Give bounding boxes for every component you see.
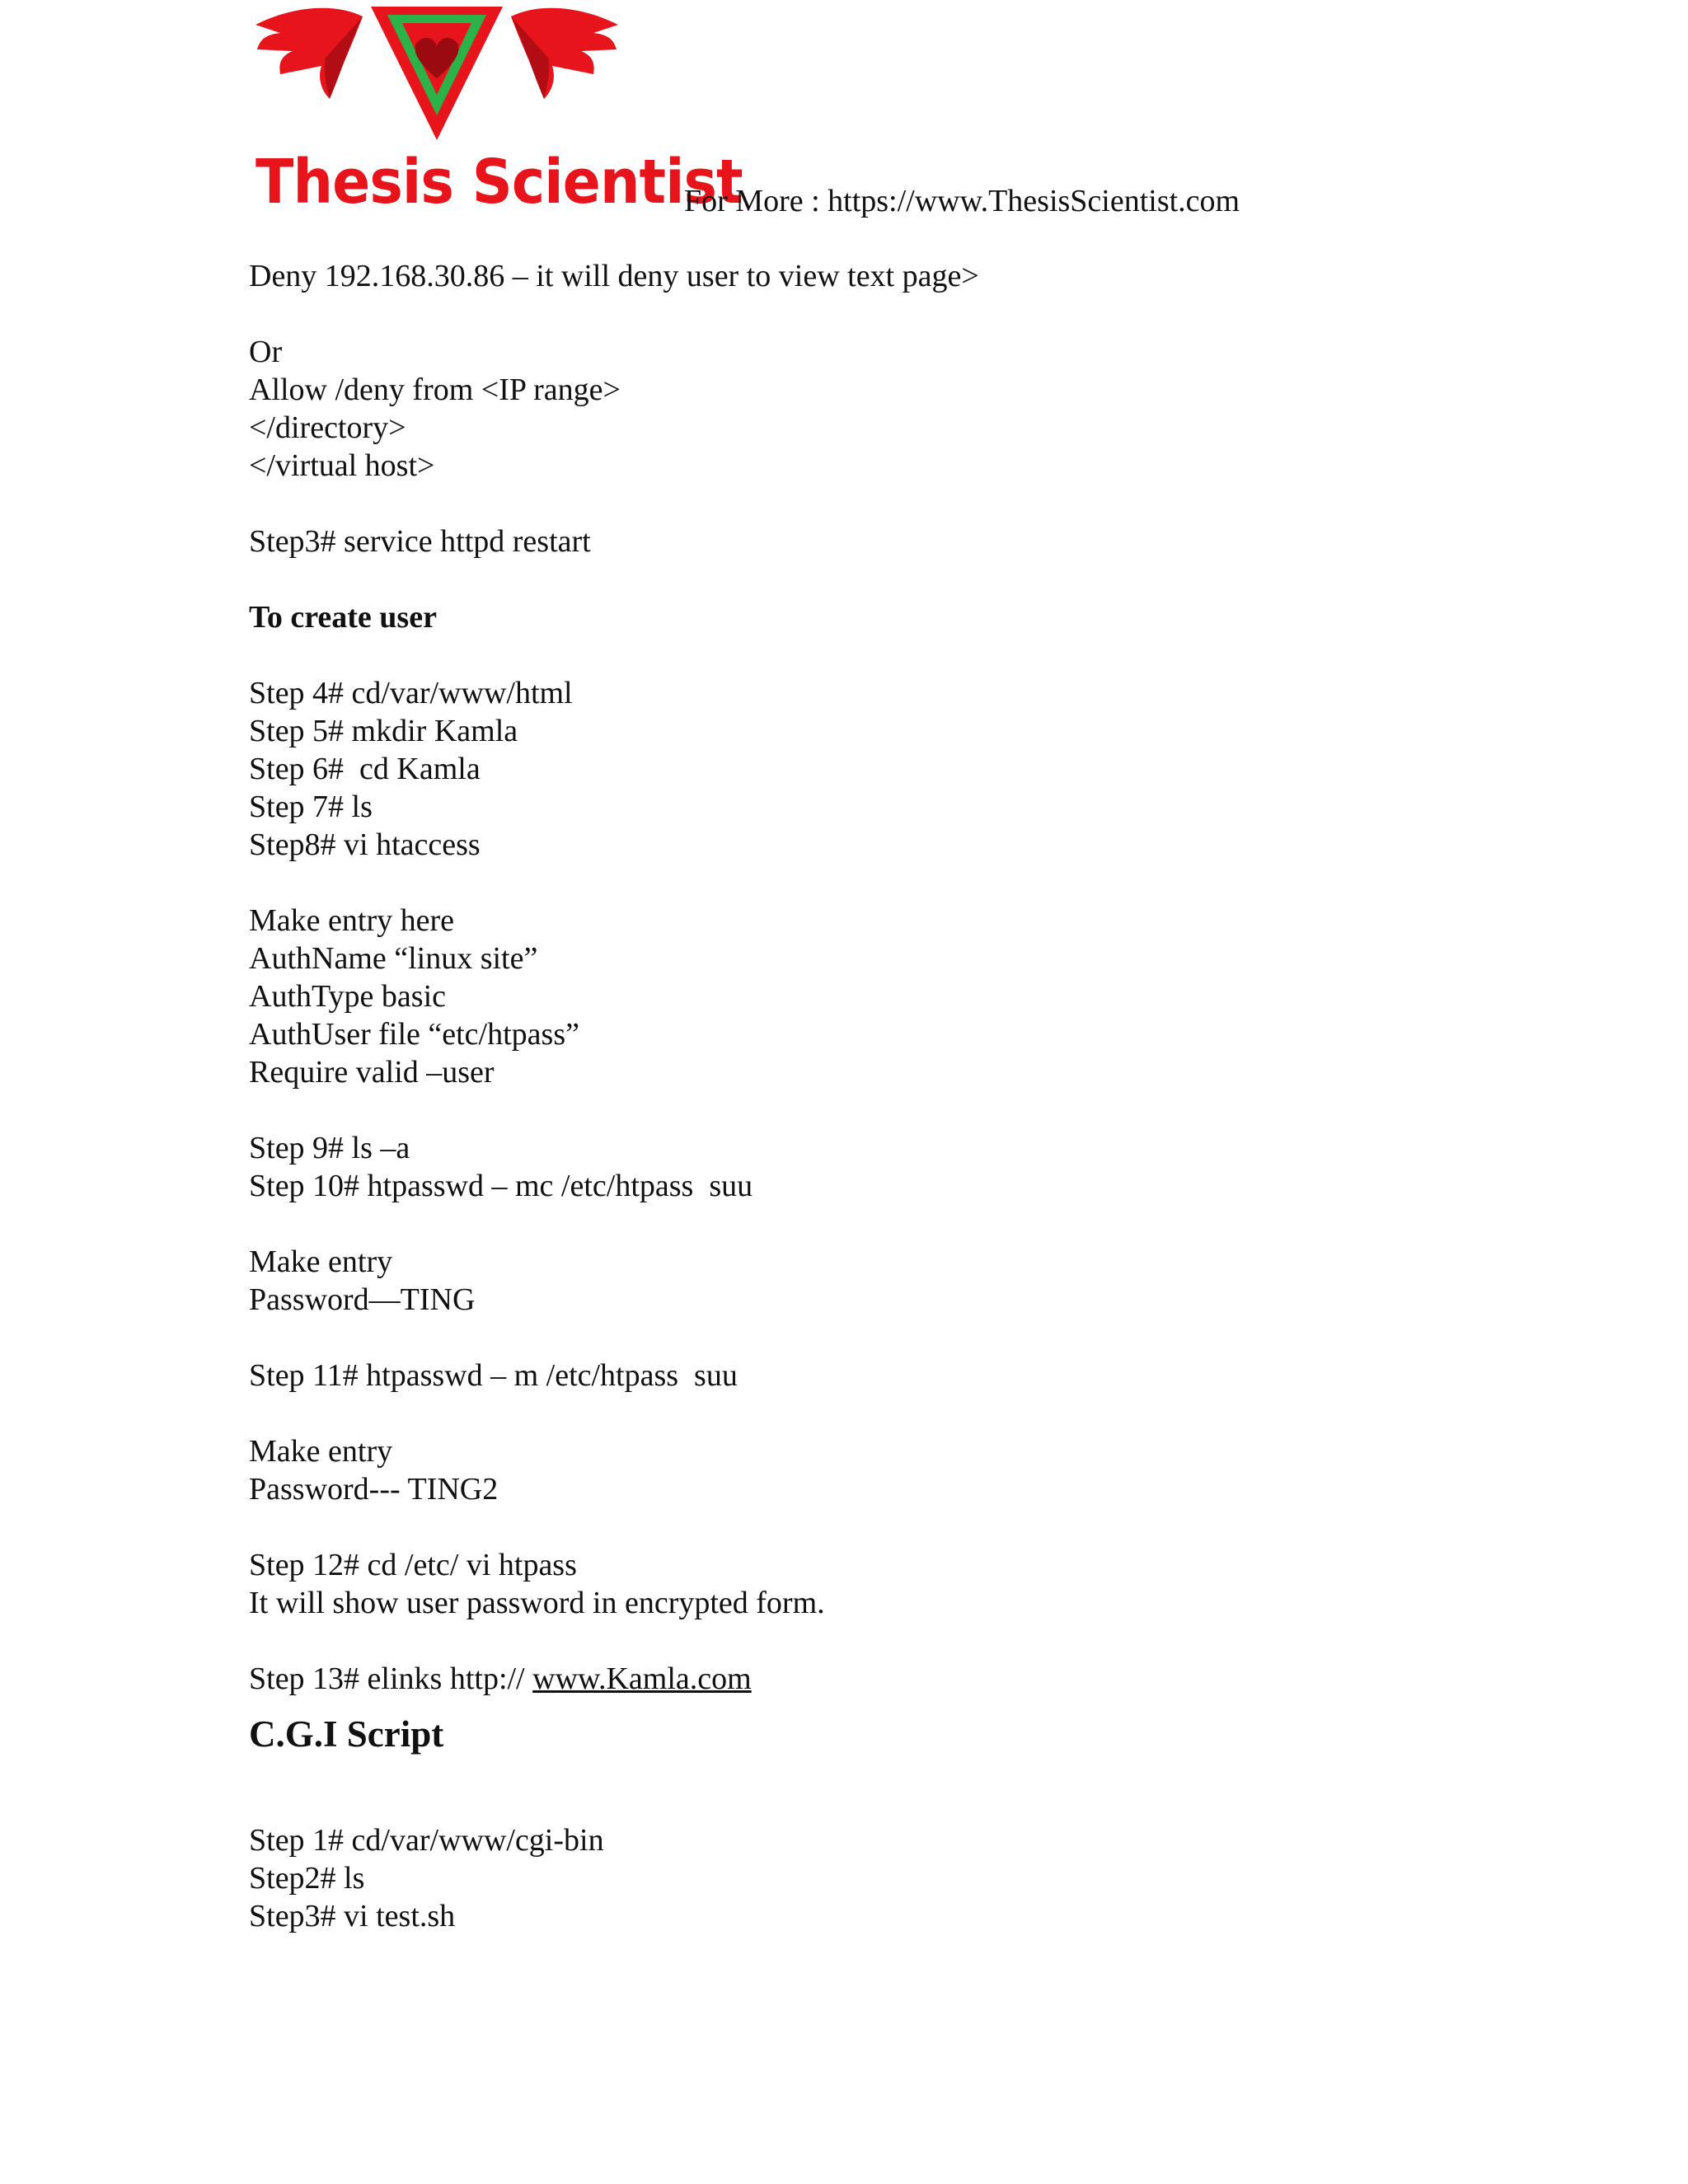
thesis-scientist-logo (247, 0, 743, 223)
text-line: Or (249, 335, 283, 369)
text-line: Step 12# cd /etc/ vi htpass (249, 1548, 577, 1582)
text-line: Make entry here (249, 903, 454, 938)
text-line: Step8# vi htaccess (249, 827, 481, 862)
text-line: Make entry (249, 1434, 393, 1469)
text-line: AuthName “linux site” (249, 941, 538, 976)
text-line: Step 11# htpasswd – m /etc/htpass suu (249, 1358, 738, 1393)
text-line: Step2# ls (249, 1861, 365, 1896)
text-line: Password--- TING2 (249, 1472, 499, 1507)
text-line: AuthUser file “etc/htpass” (249, 1017, 579, 1052)
text-line: Step 9# ls –a (249, 1131, 410, 1165)
text-line: Step 5# mkdir Kamla (249, 714, 518, 748)
text-line: Make entry (249, 1244, 393, 1279)
text-line: Step3# service httpd restart (249, 524, 591, 559)
text-line: </virtual host> (249, 448, 435, 483)
document-body (249, 257, 1568, 1935)
text-line (249, 1660, 1568, 1698)
text-line: Step 4# cd/var/www/html (249, 676, 573, 710)
text-line: Step 6# cd Kamla (249, 752, 481, 786)
text-line: Password—TING (249, 1282, 476, 1317)
section-heading-cgi-script: C.G.I Script (249, 1713, 444, 1755)
winged-heart-emblem-icon (247, 0, 626, 148)
logo-text: Thesis Scientist (256, 147, 743, 218)
text-line-prefix: Step 13# elinks http:// (249, 1661, 533, 1696)
text-line: Require valid –user (249, 1055, 495, 1090)
section-heading-create-user: To create user (249, 600, 437, 635)
kamla-link[interactable]: www.Kamla.com (532, 1661, 752, 1696)
text-line: Step 10# htpasswd – mc /etc/htpass suu (249, 1169, 753, 1203)
text-line: Allow /deny from <IP range> (249, 373, 621, 407)
text-line: AuthType basic (249, 979, 447, 1014)
text-line: Step 7# ls (249, 790, 373, 824)
text-line: Deny 192.168.30.86 – it will deny user to view text page> (249, 259, 979, 293)
text-line: It will show user password in encrypted form. (249, 1586, 825, 1620)
more-link[interactable]: For More : https://www.ThesisScientist.com (684, 184, 1240, 218)
text-line: Step 1# cd/var/www/cgi-bin (249, 1823, 604, 1858)
text-line: Step3# vi test.sh (249, 1899, 456, 1933)
text-line: </directory> (249, 410, 406, 445)
